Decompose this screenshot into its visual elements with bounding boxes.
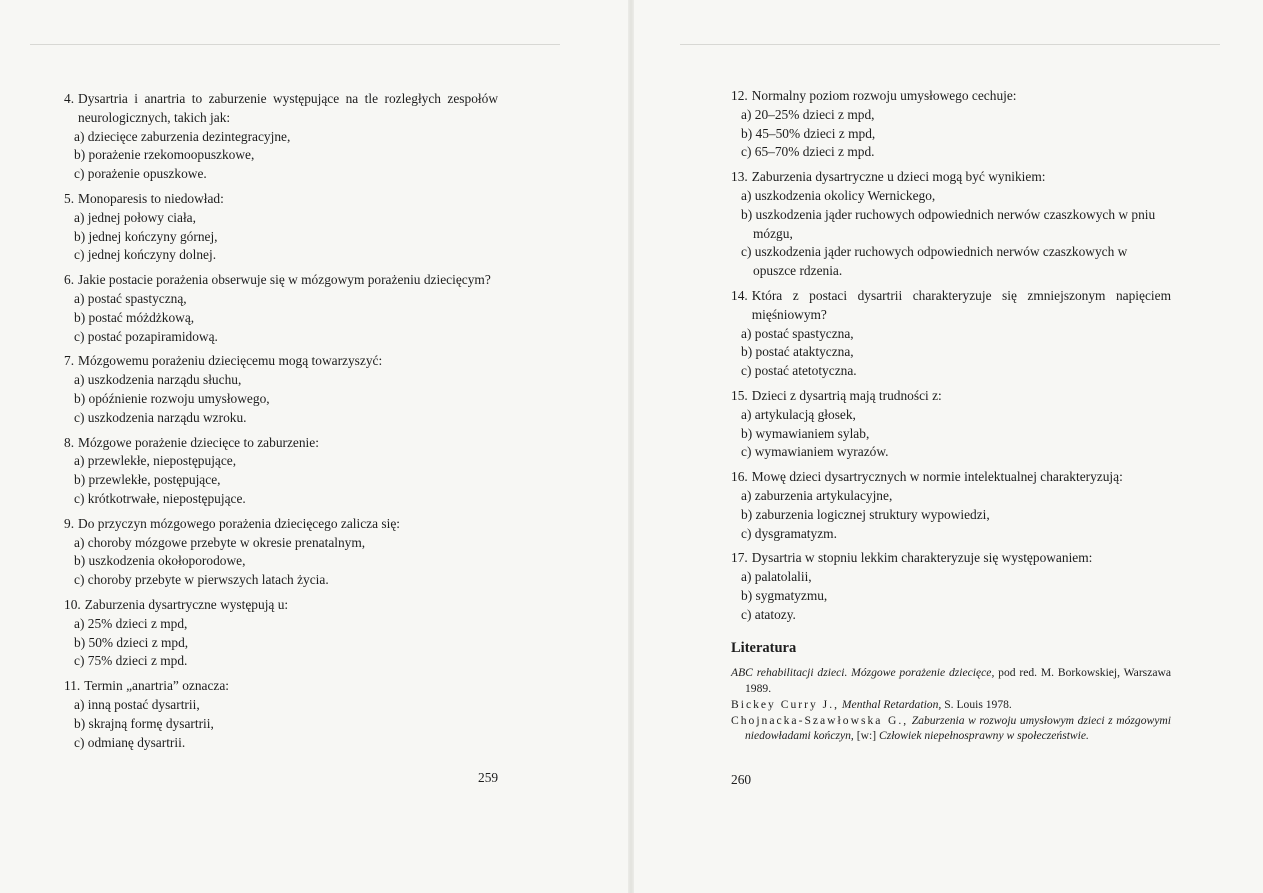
answer-option: c) jednej kończyny dolnej. [74,247,217,263]
answer-option: b) uszkodzenia okołoporodowe, [74,553,246,569]
question-item [64,271,498,346]
question-stem [731,468,1171,487]
question-text: Do przyczyn mózgowego porażenia dziecięcego zalicza się: [78,515,400,531]
question-item [731,468,1171,543]
book-gutter [628,0,634,893]
question-text: Dysartria w stopniu lekkim charakteryzuje się występowaniem: [751,550,1093,566]
question-item [731,168,1171,281]
question-item [731,549,1171,624]
answer-option: b) 45–50% dzieci z mpd, [741,125,876,141]
answer-option: c) 65–70% dzieci z mpd. [741,144,875,160]
question-stem [731,168,1171,187]
question-item [64,190,498,265]
question-number: 7. [64,353,75,369]
question-text: Zaburzenia dysartryczne występują u: [84,596,289,612]
ref-author: Bickey Curry J., [731,697,839,711]
answer-option: b) skrajną formę dysartrii, [74,715,214,731]
question-text: Termin „anartria” oznacza: [84,678,230,694]
question-stem [731,287,1171,325]
question-text: Dzieci z dysartrią mają trudności z: [751,387,942,403]
ref-author: Chojnacka-Szawłowska G., [731,713,909,727]
ref-details: pod red. M. Borkowskiej, Warszawa 1989. [745,666,1171,695]
question-item [731,387,1171,462]
question-item [731,287,1171,381]
answer-option: c) postać atetotyczna. [741,363,857,379]
question-text: Mowę dzieci dysartrycznych w normie intelektualnej charakteryzują: [751,469,1123,485]
answer-option: b) postać móżdżkową, [74,309,195,325]
bibliography-entry [731,713,1171,743]
answer-option: a) uszkodzenia okolicy Wernickego, [741,187,936,203]
answer-option: a) zaburzenia artykulacyjne, [741,487,893,503]
answer-option: a) postać spastyczna, [741,325,854,341]
ref-details: S. Louis 1978. [941,697,1012,711]
question-number: 11. [64,678,81,694]
question-number: 16. [731,469,748,485]
answer-option: c) krótkotrwałe, niepostępujące. [74,490,246,506]
answer-option: a) dziecięce zaburzenia dezintegracyjne, [74,128,291,144]
bibliography-entry [731,697,1171,712]
question-text: Monoparesis to niedowład: [78,190,224,206]
answer-option: c) uszkodzenia jąder ruchowych odpowiednich nerwów czaszkowych w opuszce rdzenia. [741,244,1128,279]
question-stem [64,515,498,534]
answer-option: c) wymawianiem wyrazów. [741,444,889,460]
question-text: Mózgowe porażenie dziecięce to zaburzenie: [78,434,319,450]
question-number: 9. [64,515,75,531]
question-stem [64,352,498,371]
answer-option: c) 75% dzieci z mpd. [74,653,188,669]
question-text: Która z postaci dysartrii charakteryzuje się zmniejszonym napięciem mięśniowym? [751,287,1171,322]
answer-option: c) odmianę dysartrii. [74,734,186,750]
answer-option: c) porażenie opuszkowe. [74,166,207,182]
question-stem [64,271,498,290]
answer-option: b) sygmatyzmu, [741,587,828,603]
question-text: Mózgowemu porażeniu dziecięcemu mogą towarzyszyć: [78,353,383,369]
question-item [64,434,498,509]
answer-option: b) opóźnienie rozwoju umysłowego, [74,390,270,406]
answer-option: a) palatolalii, [741,569,812,585]
question-stem [64,596,498,615]
question-number: 4. [64,91,75,106]
right-header-rule [680,44,1220,45]
question-number: 14. [731,287,748,303]
question-number: 17. [731,550,748,566]
question-number: 13. [731,169,748,185]
literature-heading: Literatura [731,639,797,656]
question-number: 6. [64,272,75,288]
answer-option: b) zaburzenia logicznej struktury wypowiedzi, [741,506,990,522]
ref-title: ABC rehabilitacji dzieci. Mózgowe porażenie dziecięce, [731,666,995,680]
question-item [64,677,498,752]
ref-container-title: Człowiek niepełnosprawny w społeczeństwie. [878,729,1089,743]
answer-option: a) choroby mózgowe przebyte w okresie prenatalnym, [74,534,366,550]
question-item [64,352,498,427]
question-stem [731,549,1171,568]
left-header-rule [30,44,560,45]
answer-option: b) jednej kończyny górnej, [74,228,218,244]
question-item [64,515,498,590]
bibliography-entry [731,665,1171,695]
question-item [731,87,1171,162]
answer-option: a) inną postać dysartrii, [74,696,200,712]
question-number: 15. [731,387,748,403]
answer-option: b) porażenie rzekomoopuszkowe, [74,147,255,163]
ref-title: Zaburzenia w rozwoju umysłowym dzieci z mózgowymi niedowładami kończyn, [745,713,1171,743]
question-item [64,90,498,184]
answer-option: b) 50% dzieci z mpd, [74,634,189,650]
answer-option: b) postać ataktyczna, [741,344,854,360]
question-stem [64,434,498,453]
right-question-column [731,87,1171,744]
question-stem [64,90,498,128]
answer-option: a) artykulacją głosek, [741,406,856,422]
answer-option: b) przewlekłe, postępujące, [74,472,221,488]
answer-option: a) postać spastyczną, [74,290,187,306]
question-number: 10. [64,596,81,612]
answer-option: a) 20–25% dzieci z mpd, [741,106,875,122]
ref-title: Menthal Retardation, [839,697,942,711]
question-stem [64,677,498,696]
question-stem [64,190,498,209]
question-text: Jakie postacie porażenia obserwuje się w mózgowym porażeniu dziecięcym? [78,272,491,288]
question-text: Dysartria i anartria to zaburzenie występujące na tle rozległych zespołów neurologicznych, takich jak: [78,91,498,125]
question-text: Normalny poziom rozwoju umysłowego cechuje: [751,88,1017,103]
answer-option: a) 25% dzieci z mpd, [74,615,188,631]
answer-option: c) atatozy. [741,606,796,622]
answer-option: c) uszkodzenia narządu wzroku. [74,409,247,425]
page-number-right: 260 [731,772,752,787]
answer-option: a) jednej połowy ciała, [74,209,196,225]
question-number: 8. [64,434,75,450]
question-stem [731,87,1171,106]
answer-option: b) uszkodzenia jąder ruchowych odpowiednich nerwów czaszkowych w pniu mózgu, [741,206,1156,241]
answer-option: b) wymawianiem sylab, [741,425,870,441]
answer-option: c) dysgramatyzm. [741,525,837,541]
question-number: 12. [731,88,748,103]
left-question-column [64,90,498,758]
answer-option: a) uszkodzenia narządu słuchu, [74,372,242,388]
answer-option: c) choroby przebyte w pierwszych latach życia. [74,572,329,588]
page-number-left: 259 [478,770,499,785]
question-number: 5. [64,190,75,206]
answer-option: a) przewlekłe, niepostępujące, [74,453,237,469]
ref-details: [w:] [853,729,879,743]
question-item [64,596,498,671]
answer-option: c) postać pozapiramidową. [74,328,218,344]
question-stem [731,387,1171,406]
question-text: Zaburzenia dysartryczne u dzieci mogą być wynikiem: [751,169,1046,185]
